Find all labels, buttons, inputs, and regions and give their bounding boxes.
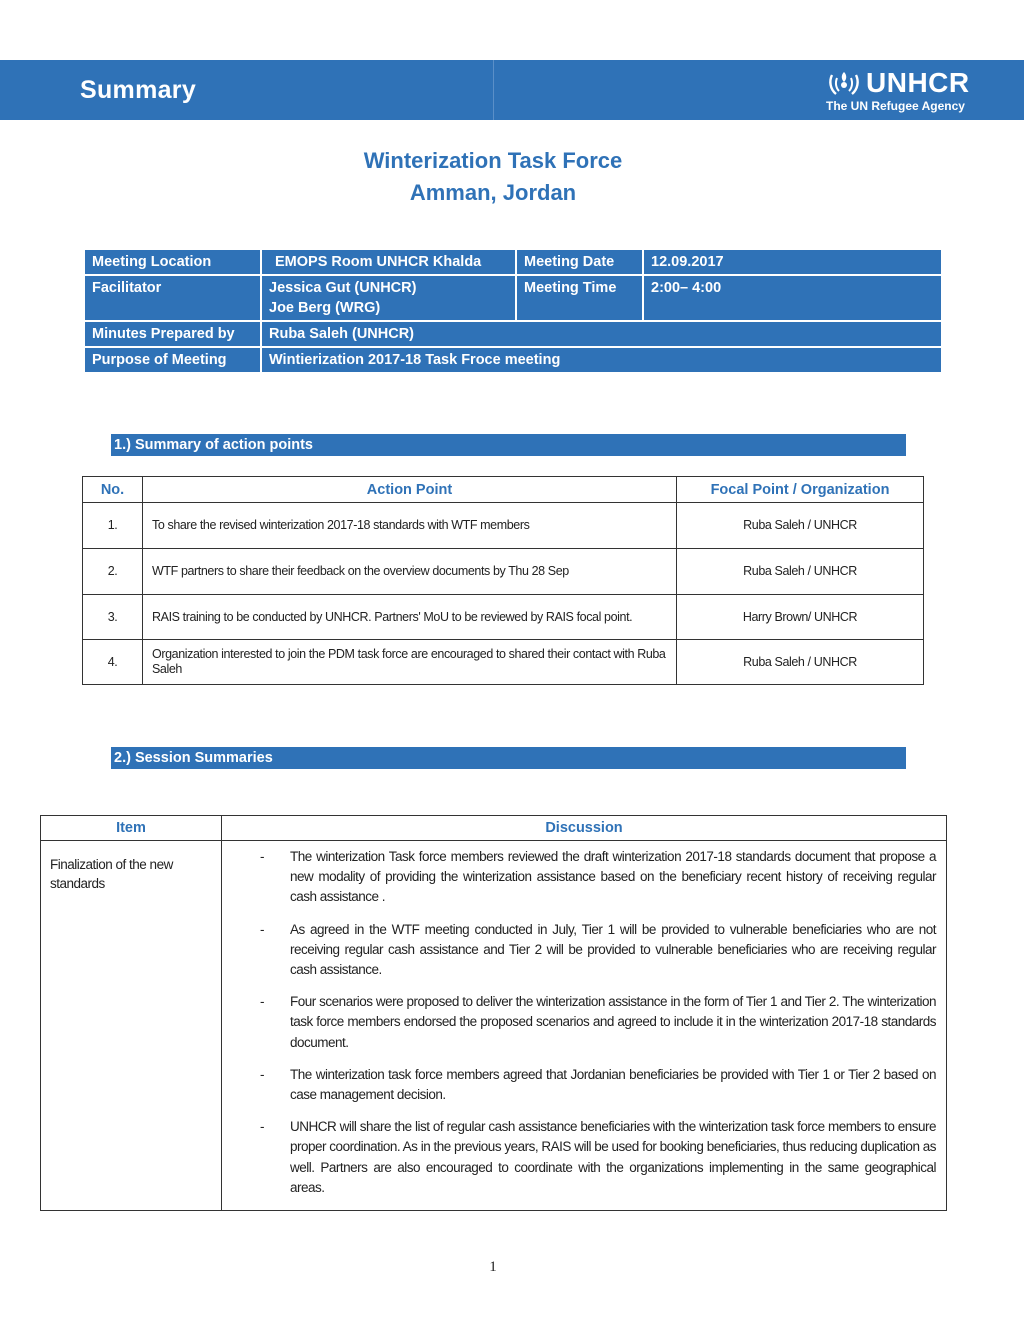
session-summaries-table [40, 815, 947, 1211]
table-header-row [83, 477, 924, 503]
minutes-value: Ruba Saleh (UNHCR) [261, 321, 942, 347]
section-heading-session-summaries: 2.) Session Summaries [111, 747, 906, 769]
meeting-date-value: 12.09.2017 [643, 249, 942, 275]
meeting-date-label: Meeting Date [516, 249, 643, 275]
table-row [83, 549, 924, 595]
logo-wordmark: UNHCR [866, 67, 970, 98]
table-row [83, 503, 924, 549]
facilitator-value [261, 275, 516, 321]
discussion-point [232, 920, 936, 981]
action-number: 4. [83, 640, 143, 685]
action-text: RAIS training to be conducted by UNHCR. Partners' MoU to be reviewed by RAIS focal point. [143, 595, 677, 640]
discussion-text: The winterization Task force members reviewed the draft winterization 2017-18 standards document that propose a new modality of providing the winterization assistance based on the beneficiary recent history of receiving regular cash assistance . [290, 849, 936, 905]
table-row [41, 841, 947, 1211]
bullet-dash: - [260, 1066, 264, 1082]
action-number: 3. [83, 595, 143, 640]
purpose-value: Wintierization 2017-18 Task Froce meeting [261, 347, 942, 373]
action-text: Organization interested to join the PDM task force are encouraged to shared their contact with Ruba Saleh [143, 640, 677, 685]
document-subtitle: Amman, Jordan [409, 180, 577, 205]
facilitator-name: Jessica Gut (UNHCR) [269, 280, 417, 296]
logo-tagline: The UN Refugee Agency [826, 99, 965, 113]
action-points-table [82, 476, 924, 685]
meeting-time-value: 2:00– 4:00 [643, 275, 942, 321]
discussion-text: The winterization task force members agreed that Jordanian beneficiaries be provided with Tier 1 or Tier 2 based on case management decision. [290, 1066, 936, 1103]
document-title: Winterization Task Force [363, 148, 623, 173]
meeting-info-table [83, 248, 941, 374]
table-row [83, 595, 924, 640]
bullet-dash: - [260, 994, 264, 1010]
action-focal-point: Harry Brown/ UNHCR [677, 595, 924, 640]
column-header-focal-point: Focal Point / Organization [677, 477, 924, 503]
column-header-action-point: Action Point [143, 477, 677, 503]
unhcr-logo [826, 67, 998, 115]
bullet-dash: - [260, 1119, 264, 1135]
discussion-point [232, 1117, 936, 1198]
page-number: 1 [489, 1259, 497, 1275]
meeting-row-location [84, 249, 942, 275]
action-focal-point: Ruba Saleh / UNHCR [677, 549, 924, 595]
meeting-row-minutes [84, 321, 942, 347]
session-discussion [222, 841, 947, 1211]
column-header-discussion: Discussion [222, 816, 947, 841]
column-header-item: Item [41, 816, 222, 841]
discussion-text: Four scenarios were proposed to deliver the winterization assistance in the form of Tier 1 and Tier 2. The winterization task force members endorsed the proposed scenarios and agreed to include it in the winterization 2017-18 standards document. [290, 994, 936, 1050]
discussion-text: As agreed in the WTF meeting conducted in July, Tier 1 will be provided to vulnerable beneficiaries who are not receiving regular cash assistance and Tier 2 will be provided to vulnerable beneficiaries who are receiving regular cash assistance. [290, 921, 936, 978]
action-text: To share the revised winterization 2017-18 standards with WTF members [143, 503, 677, 549]
header-title: Summary [80, 76, 197, 104]
facilitator-name: Joe Berg (WRG) [269, 300, 381, 316]
action-number: 1. [83, 503, 143, 549]
bullet-dash: - [260, 849, 264, 864]
purpose-label: Purpose of Meeting [84, 347, 261, 373]
minutes-label: Minutes Prepared by [84, 321, 261, 347]
column-header-no: No. [83, 477, 143, 503]
action-focal-point: Ruba Saleh / UNHCR [677, 640, 924, 685]
session-item: Finalization of the new standards [41, 841, 222, 1211]
discussion-point [232, 847, 936, 908]
table-header-row [41, 816, 947, 841]
meeting-time-label: Meeting Time [516, 275, 643, 321]
table-row [83, 640, 924, 685]
action-text: WTF partners to share their feedback on the overview documents by Thu 28 Sep [143, 549, 677, 595]
discussion-point [232, 1065, 936, 1105]
meeting-location-value: EMOPS Room UNHCR Khalda [261, 249, 516, 275]
header-divider [493, 60, 494, 120]
meeting-row-purpose [84, 347, 942, 373]
bullet-dash: - [260, 921, 264, 937]
section-heading-action-points: 1.) Summary of action points [111, 434, 906, 456]
facilitator-label: Facilitator [84, 275, 261, 321]
action-number: 2. [83, 549, 143, 595]
action-focal-point: Ruba Saleh / UNHCR [677, 503, 924, 549]
discussion-point [232, 992, 936, 1053]
unhcr-emblem-icon [826, 69, 862, 97]
meeting-location-label: Meeting Location [84, 249, 261, 275]
meeting-row-facilitator [84, 275, 942, 321]
discussion-text: UNHCR will share the list of regular cash assistance beneficiaries with the winterization task force members to ensure proper coordination. As in the previous years, RAIS will be used for booking beneficiaries, thus reducing duplication as well. Partners are also encouraged to coordinate with the organizations implementing in the same geographical areas. [290, 1119, 936, 1195]
